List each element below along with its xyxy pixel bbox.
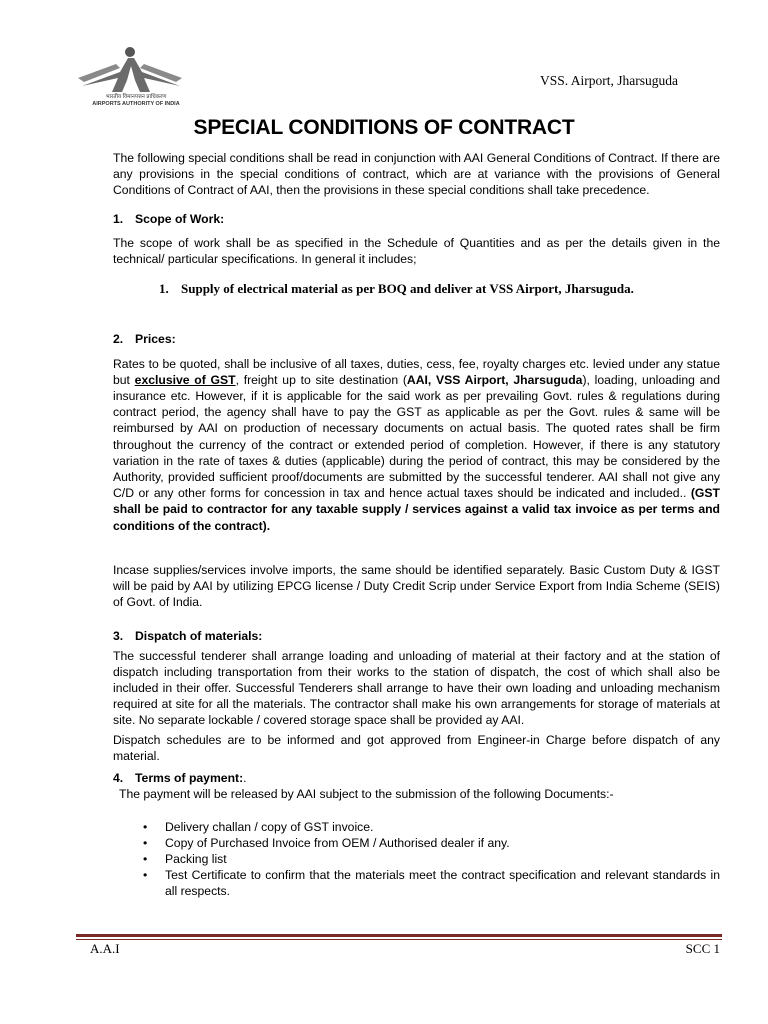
section-2-heading [113,331,720,347]
prices-text-2: , freight up to site destination ( [235,372,407,387]
section-number: 4. [113,771,124,786]
footer-divider-thin [76,939,722,940]
section-title: Prices: [135,332,176,347]
section-number: 2. [113,332,124,347]
gst-exclusion-text: exclusive of GST [134,372,236,387]
section-1-heading [113,211,720,227]
list-item: • Packing list [113,851,720,867]
scope-item-number: 1. [159,281,169,297]
destination-text: AAI, VSS Airport, Jharsuguda [406,372,583,387]
section-title: Scope of Work: [135,211,225,226]
footer-divider [76,934,722,937]
section-4-heading [113,770,720,786]
header-location: VSS. Airport, Jharsuguda [540,73,678,88]
document-body [113,150,720,900]
section-title: Terms of payment: [135,771,244,786]
intro-paragraph: The following special conditions shall be read in conjunction with AAI General Conditions of Contract. If there are any provisions in the special conditions of contract, which are at variance with the provisions of General Conditions of Contract of AAI, then the provisions in these special conditions shall take precedence. [113,151,720,198]
scope-item-text: Supply of electrical material as per BOQ and deliver at VSS Airport, Jharsuguda. [181,281,634,297]
section-number: 1. [113,211,124,226]
payment-intro: The payment will be released by AAI subject to the submission of the following Documents:- [119,787,614,802]
prices-text-3: ), loading, unloading and insurance etc. However, if it is applicable for the said work as per prevailing Govt. rules & regulations during contract period, the agency shall have to pay the GST as applicable as per the Govt. rules & same will be reimbursed by AAI on production of necessary documents on actual basis. The quoted rates shall be firm throughout the currency of the contract or extended period of completion. However, if there is any statutory variation in the rate of taxes & duties (applicable) during the period of contract, this may be considered by the Authority, provided sufficient proof/documents are submitted by the successful tenderer. AAI shall not give any C/D or any other forms for concession in tax and hence actual taxes should be indicated and included.. [113,372,720,501]
payment-documents-list [113,819,720,900]
aai-emblem-icon [76,44,200,94]
section-title: Dispatch of materials: [135,629,263,644]
prices-paragraph [113,356,720,534]
prices-text-1: Rates to be quoted, shall be inclusive of all taxes, duties, cess, fee, royalty charges etc. levied under any statue but [113,356,720,387]
scope-paragraph: The scope of work shall be as specified in the Schedule of Quantities and as per the details given in the technical/ particular specifications. In general it includes; [113,235,720,267]
dispatch-paragraph: The successful tenderer shall arrange loading and unloading of material at their factory and at the station of dispatch including transportation from their works to the station of dispatch, the cost of which shall also be included in their offer. Successful Tenderers shall arrange to have their own loading and unloading mechanism required at site for all the materials. The contractor shall make his own arrangements for storage of materials at site. No separate lockable / covered storage space shall be provided ay AAI. [113,648,720,728]
aai-logo [76,44,200,108]
section-title-suffix: . [243,771,247,786]
list-item: • Test Certificate to confirm that the materials meet the contract specification and relevant standards in all respects. [113,867,720,899]
section-3-heading [113,628,720,644]
footer-left-label: A.A.I [90,941,120,956]
section-number: 3. [113,629,124,644]
dispatch-schedule-paragraph: Dispatch schedules are to be informed and got approved from Engineer-in Charge before dispatch of any material. [113,732,720,763]
logo-hindi-text: भारतीय विमानपत्तन प्राधिकरण [105,94,167,100]
gst-payment-note: (GST shall be paid to contractor for any taxable supply / services against a valid tax invoice as per terms and conditions of the contract). [113,486,720,533]
list-item: • Copy of Purchased Invoice from OEM / Authorised dealer if any. [113,835,720,851]
page-number: SCC 1 [685,941,720,956]
logo-english-text: AIRPORTS AUTHORITY OF INDIA [92,101,180,107]
page-title: SPECIAL CONDITIONS OF CONTRACT [193,116,575,139]
list-item: • Delivery challan / copy of GST invoice. [113,819,720,835]
scope-item [159,281,720,297]
imports-paragraph: Incase supplies/services involve imports, the same should be identified separately. Basic Custom Duty & IGST will be paid by AAI by utilizing EPCG license / Duty Credit Scrip under Service Export from India Scheme (SEIS) of Govt. of India. [113,562,720,610]
